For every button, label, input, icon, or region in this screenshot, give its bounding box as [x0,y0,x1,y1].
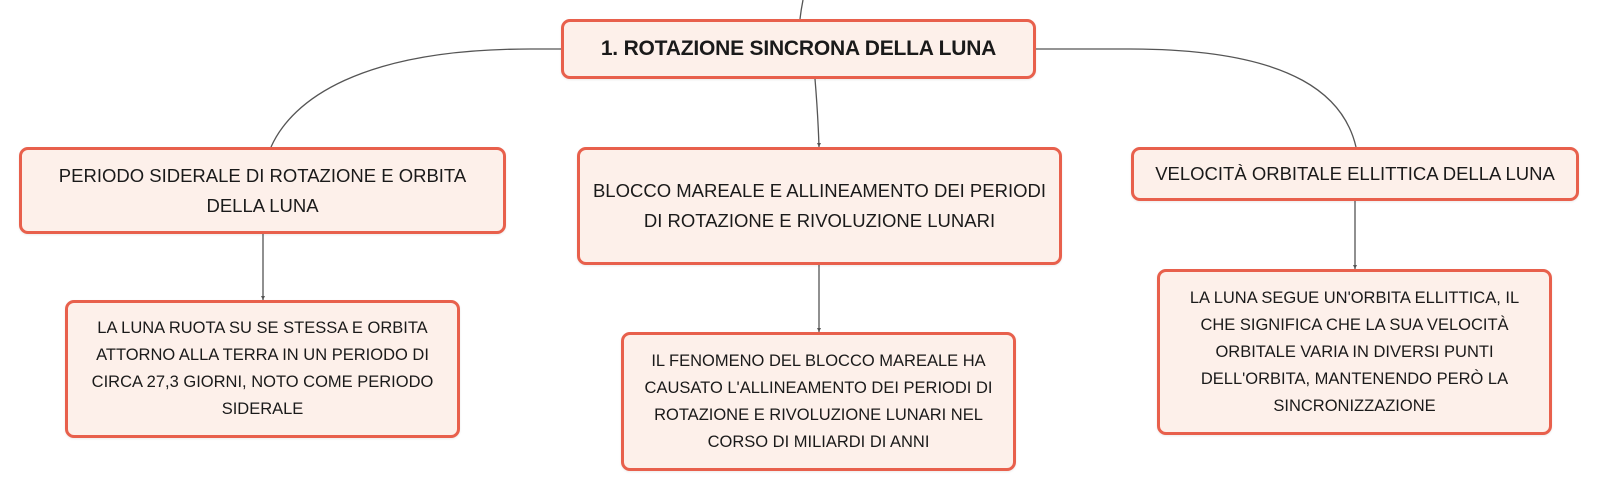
root-topic[interactable] [561,19,1036,79]
connector-root-to-branch-2 [815,79,819,147]
branch-topic-elliptical-velocity[interactable] [1131,147,1579,201]
detail-topic-text: LA LUNA SEGUE UN'ORBITA ELLITTICA, IL CHE SIGNIFICA CHE LA SUA VELOCITÀ ORBITALE VARIA IN DIVERSI PUNTI DELL'ORBITA, MANTENENDO PERÒ LA SINCRONIZZAZIONE [1189,288,1520,415]
branch-topic-sidereal-period[interactable] [19,147,506,234]
connector-root-to-branch-1 [271,49,561,147]
branch-topic-label: BLOCCO MAREALE E ALLINEAMENTO DEI PERIODI DI ROTAZIONE E RIVOLUZIONE LUNARI [592,180,1047,231]
branch-topic-label: VELOCITÀ ORBITALE ELLITTICA DELLA LUNA [1155,163,1555,184]
connector-parent-to-root [800,0,803,19]
root-topic-label: 1. ROTAZIONE SINCRONA DELLA LUNA [600,37,997,60]
branch-topic-label: PERIODO SIDERALE DI ROTAZIONE E ORBITA DELLA LUNA [58,164,467,216]
connector-root-to-branch-3 [1036,49,1356,147]
detail-topic-text: IL FENOMENO DEL BLOCCO MAREALE HA CAUSATO L'ALLINEAMENTO DEI PERIODI DI ROTAZIONE E RIVOLUZIONE LUNARI NEL CORSO DI MILIARDI DI ANNI [644,351,993,451]
detail-topic-sidereal-period[interactable] [65,300,460,438]
detail-topic-elliptical-velocity[interactable] [1157,269,1552,435]
branch-topic-tidal-locking[interactable] [577,147,1062,265]
detail-topic-tidal-locking[interactable] [621,332,1016,471]
detail-topic-text: LA LUNA RUOTA SU SE STESSA E ORBITA ATTORNO ALLA TERRA IN UN PERIODO DI CIRCA 27,3 GIORNI, NOTO COME PERIODO SIDERALE [91,319,434,418]
